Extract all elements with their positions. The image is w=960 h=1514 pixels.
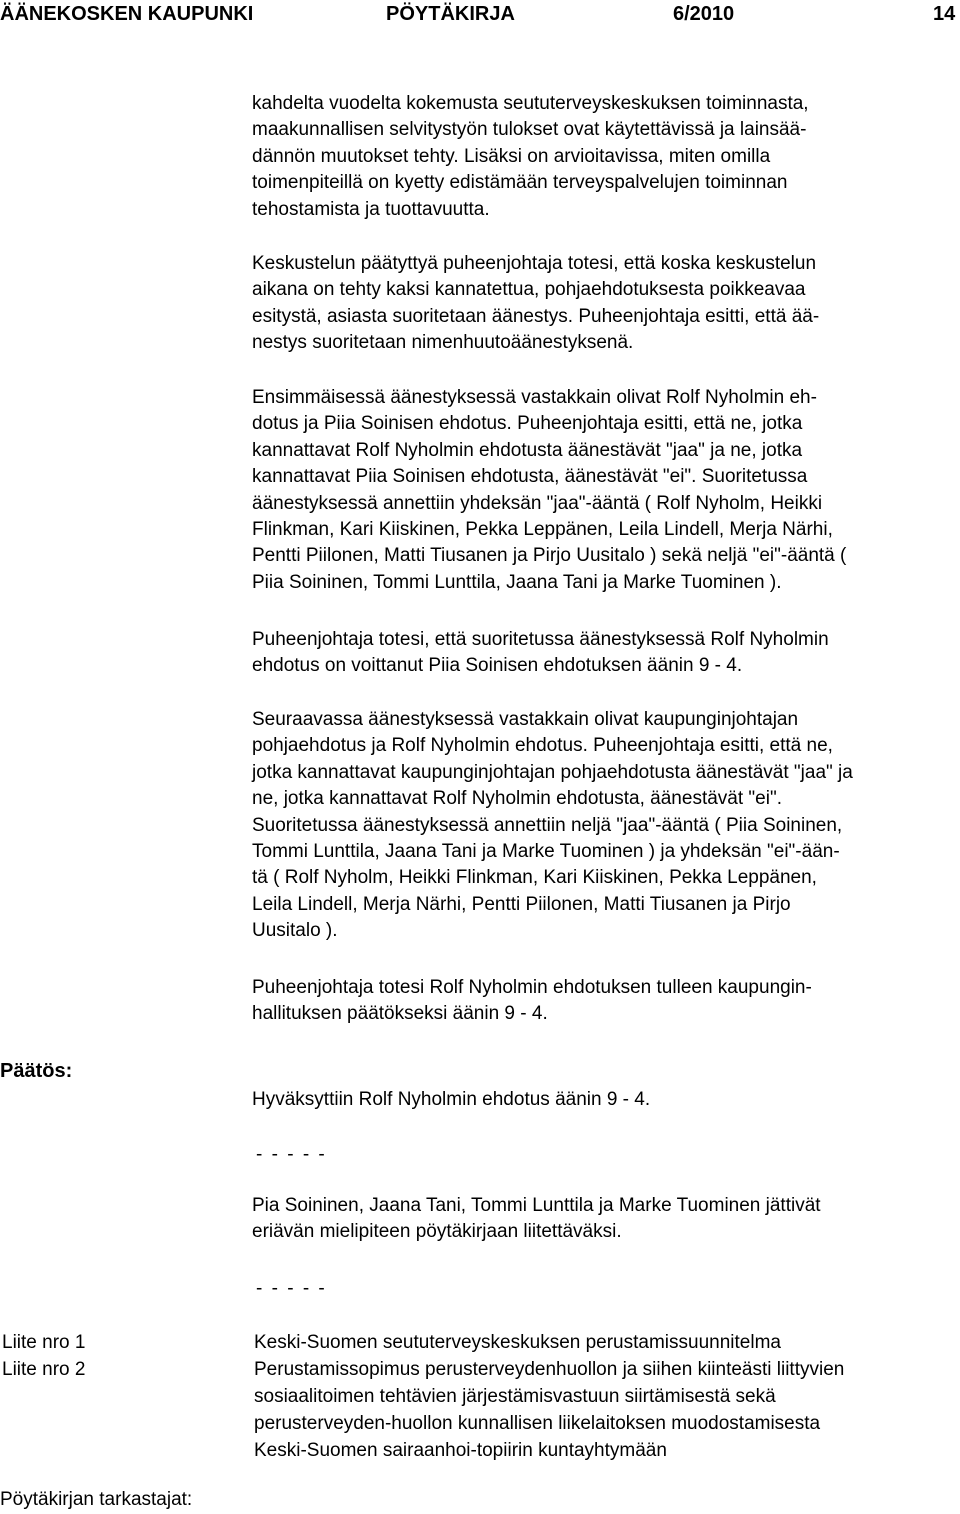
paragraph-first-vote: Ensimmäisessä äänestyksessä vastakkain olivat Rolf Nyholmin eh- dotus ja Piia Soinisen ehdotus. Puheenjohtaja esitti, että ne, jotka kannattavat Rolf Nyholmin ehdotusta äänestävät "jaa" ja ne, jotka kannattavat Piia Soinisen ehdotusta, äänestävät "ei". Suoritetussa äänestyksessä annettiin yhdeksän "jaa"-ääntä ( Rolf Nyholm, Heikki Flinkman, Kari Kiiskinen, Pekka Leppänen, Leila Lindell, Merja Närhi, Pentti Piilonen, Matti Tiusanen ja Pirjo Uusitalo ) sekä neljä "ei"-ääntä ( Piia Soininen, Tommi Lunttila, Jaana Tani ja Marke Tuominen ). bbox=[252, 387, 847, 593]
paragraph-experience: kahdelta vuodelta kokemusta seututerveyskeskuksen toiminnasta, maakunnallisen selvitystyön tulokset ovat käytettävissä ja lainsää- dännön muutokset tehty. Lisäksi on arvioitavissa, miten omilla toimenpiteillä on kyetty edistämään terveyspalvelujen toiminnan tehostamista ja tuottavuutta. bbox=[252, 93, 809, 220]
attachment-item-2-line: perusterveyden-huollon kunnallisen liikelaitoksen muodostamisesta bbox=[254, 1413, 821, 1434]
paragraph-second-vote-result: Puheenjohtaja totesi Rolf Nyholmin ehdotuksen tulleen kaupungin- hallituksen päätökseksi äänin 9 - 4. bbox=[252, 977, 812, 1025]
attachment-label-1: Liite nro 1 bbox=[2, 1332, 86, 1353]
attachment-item-2-line: Perustamissopimus perusterveydenhuollon ja siihen kiinteästi liittyvien bbox=[254, 1359, 845, 1380]
organization-name: ÄÄNEKOSKEN KAUPUNKI bbox=[0, 3, 254, 25]
issue-number: 6/2010 bbox=[673, 3, 735, 25]
document-type: PÖYTÄKIRJA bbox=[386, 3, 515, 25]
paragraph-vote-announcement: Keskustelun päätyttyä puheenjohtaja totesi, että koska keskustelun aikana on tehty kaksi kannatettua, pohjaehdotuksesta poikkeavaa esitystä, asiasta suoritetaan äänestys. Puheenjohtaja esitti, että ää- nestys suoritetaan nimenhuutoäänestyksenä. bbox=[252, 253, 820, 354]
attachment-item-2-line: Keski-Suomen sairaanhoi-topiirin kuntayhtymään bbox=[254, 1440, 667, 1461]
paragraph-second-vote: Seuraavassa äänestyksessä vastakkain olivat kaupunginjohtajan pohjaehdotus ja Rolf Nyholmin ehdotus. Puheenjohtaja esitti, että ne, jotka kannattavat kaupunginjohtajan pohjaehdotusta äänestävät "jaa" ja ne, jotka kannattavat Rolf Nyholmin ehdotusta, äänestävät "ei". Suoritetussa äänestyksessä annettiin neljä "jaa"-ääntä ( Piia Soininen, Tommi Lunttila, Jaana Tani ja Marke Tuominen ) ja yhdeksän "ei"-ään- tä ( Rolf Nyholm, Heikki Flinkman, Kari Kiiskinen, Pekka Leppänen, Leila Lindell, Merja Närhi, Pentti Piilonen, Matti Tiusanen ja Pirjo Uusitalo ). bbox=[252, 709, 853, 942]
attachment-item-2-line: sosiaalitoimen tehtävien järjestämisvastuun siirtämisestä sekä bbox=[254, 1386, 776, 1407]
separator: - - - - - bbox=[256, 1144, 327, 1165]
attachment-item-1: Keski-Suomen seututerveyskeskuksen perustamissuunnitelma bbox=[254, 1332, 781, 1353]
page-number: 14 bbox=[933, 3, 956, 25]
page-header bbox=[0, 0, 960, 32]
decision-label: Päätös: bbox=[0, 1060, 73, 1082]
decision-text: Hyväksyttiin Rolf Nyholmin ehdotus äänin 9 - 4. bbox=[252, 1089, 651, 1110]
reviewers-label: Pöytäkirjan tarkastajat: bbox=[0, 1489, 193, 1510]
attachment-label-2: Liite nro 2 bbox=[2, 1359, 86, 1380]
dissent-text: Pia Soininen, Jaana Tani, Tommi Lunttila ja Marke Tuominen jättivät eriävän mielipiteen pöytäkirjaan liitettäväksi. bbox=[252, 1195, 821, 1243]
paragraph-first-vote-result: Puheenjohtaja totesi, että suoritetussa äänestyksessä Rolf Nyholmin ehdotus on voittanut Piia Soinisen ehdotuksen äänin 9 - 4. bbox=[252, 629, 829, 677]
separator: - - - - - bbox=[256, 1278, 327, 1299]
attachment-list bbox=[254, 1329, 844, 1464]
